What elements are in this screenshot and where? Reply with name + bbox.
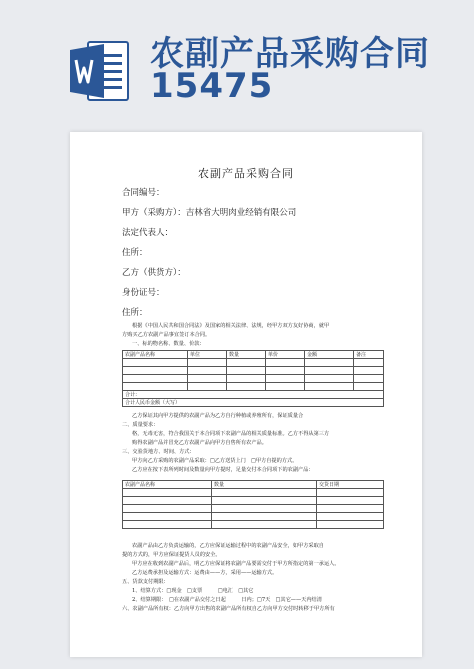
document-page xyxy=(70,132,422,657)
field-address-b: 住所： xyxy=(122,308,148,318)
table-total-row: 合计： xyxy=(123,391,384,399)
banner xyxy=(0,0,474,140)
table-row xyxy=(123,383,384,391)
goods-table xyxy=(122,350,384,407)
table-row xyxy=(123,513,384,521)
field-contract-no: 合同编号： xyxy=(122,188,165,198)
delivery-table xyxy=(122,480,384,529)
table-row xyxy=(123,505,384,513)
field-party-a: 甲方（采购方）：吉林省大明肉业经销有限公司 xyxy=(122,208,297,218)
table-header-row: 农副产品名称 数量 交货日期 xyxy=(123,481,384,489)
quality-section: 乙方保证其向甲方提供的农副产品为乙方自行种植或养殖所有，保证质量合 二、质量要求： 格，无毒无害，符合我国关于本合同项下农副产品的相关质量标准。乙方不得从第三方 购得农副产品并冒充乙方农副产品向甲方自售所有农产品。 三、交验货地方、时间、方式： 甲方向乙方采购的农副产品采取：□乙方送货上门 □甲方自提的方式。 乙方应在按下表所列时间及数量向甲方提时，足量交付本合同项下的农副产品： xyxy=(122,413,330,473)
table-row xyxy=(123,367,384,375)
banner-number: 15475 xyxy=(150,66,274,106)
field-address-a: 住所： xyxy=(122,248,148,258)
banner-title: 农副产品采购合同 xyxy=(150,34,430,74)
table-row xyxy=(123,521,384,529)
table-row xyxy=(123,497,384,505)
terms-section: 农副产品由乙方负责运输的，乙方应保证运输过程中的农副产品安全，如甲方采取自 提的方式的，甲方应保证提货人员的安全。 甲方应在收到农副产品后，明乙方应保证将农副产品要需交付于甲方所指定的第一承运人。 乙方运费承担及运输方式：运费由——方，采用——运输方式。 五、货款支付期限： 1、结算方式：□现金 □支票 □电汇 □其它 2、结算期限： □在农副产品交付之日起 日内；□7天 □其它——天内结清 六、农副产品所有权：乙方向甲方出售的农副产品所有权自乙方向甲方交付时转移于甲方所有 xyxy=(122,543,340,612)
table-row xyxy=(123,489,384,497)
field-party-b: 乙方（供货方）： xyxy=(122,268,186,278)
intro-paragraph: 根据《中国人民共和国合同法》及国家的相关法律、法规，经甲方双方友好协商，就甲 方购买乙方农副产品事宜签订本合同。 一、标的物名称、数量、价款： xyxy=(122,323,330,347)
table-header-row: 农副产品名称 单位 数量 单价 金额 备注 xyxy=(123,351,384,359)
field-id-number: 身份证号： xyxy=(122,288,165,298)
field-legal-rep: 法定代表人： xyxy=(122,228,174,238)
table-row xyxy=(123,375,384,383)
document-title: 农副产品采购合同 xyxy=(198,167,294,180)
table-row xyxy=(123,359,384,367)
table-amount-row: 合计人民币金额（大写） xyxy=(123,399,384,407)
word-doc-icon xyxy=(70,38,130,104)
